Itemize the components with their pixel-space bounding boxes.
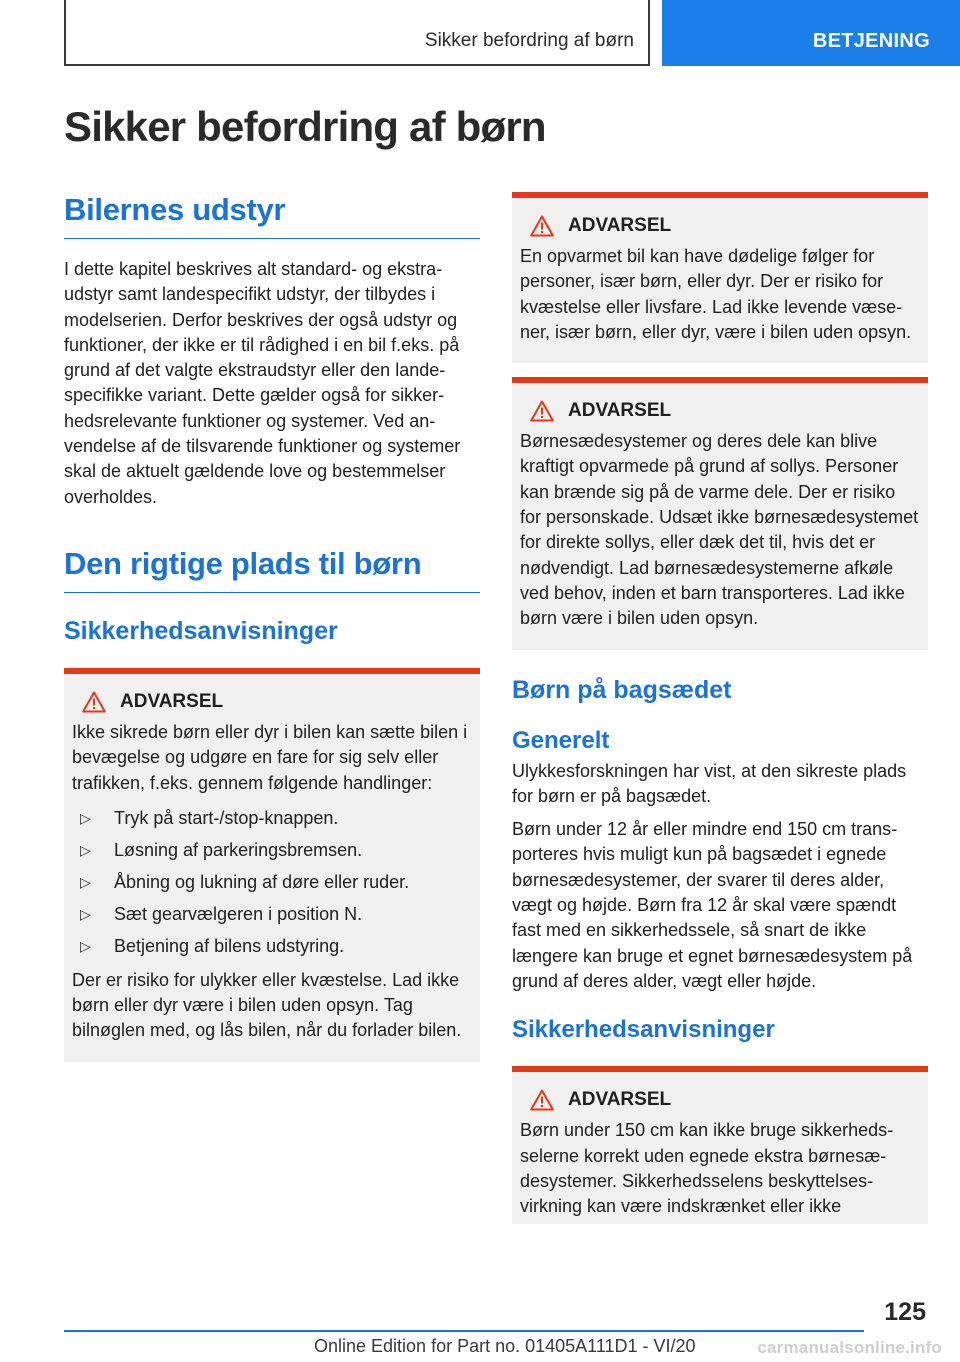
list-item [72, 930, 472, 962]
list-item-text: Tryk på start-/stop-knappen. [114, 807, 339, 828]
list-item [72, 802, 472, 834]
warning-triangle-icon [530, 400, 554, 422]
warning-triangle-icon [530, 1089, 554, 1111]
header-section-title: Sikker befordring af børn [424, 30, 634, 51]
warning-text: Børn under 150 cm kan ikke bruge sikkerhedsselerne korrekt uden egnede ekstra børnesædesystemer. Sikkerhedsselens beskyttelsesvirkning kan være indskrænket eller ikke [520, 1120, 894, 1217]
warning-title-row [530, 1086, 920, 1114]
heading-bilernes-udstyr: Bilernes udstyr [64, 192, 480, 239]
footer-edition: Online Edition for Part no. 01405A111D1 - VI/20 [314, 1336, 696, 1356]
list-item-text: Sæt gearvælgeren i position N. [114, 903, 363, 924]
list-item-text: Betjening af bilens udstyring. [114, 935, 345, 956]
warning-box-heated-car [512, 192, 928, 363]
warning-title-row [530, 397, 920, 425]
warning-text: Børnesædesystemer og deres dele kan blive kraftigt opvarmede på grund af sollys. Personer kan brænde sig på de varme dele. Der er risiko for personskade. Udsæt ikke børnesædesystemet for direkte sollys, eller dæk det til, hvis det er nødvendigt. Lad børnesædesystemerne afkøle ved behov, inden et barn transporteres. Lad ikke børn være i bilen uden opsyn. [520, 431, 919, 629]
paragraph-child-seat-rules: Børn under 12 år eller mindre end 150 cm transporteres hvis muligt kun på bagsædet i egnede børnesædesystemer, der svarer til deres alder, vægt og højde. Børn fra 12 år skal være spændt fast med en sikkerhedssele, så snart de ikke længere kan bruge et egnet børnesædesystem på grund af deres alder, vægt eller højde. [512, 819, 913, 991]
warning-title: ADVARSEL [568, 215, 672, 236]
warning-triangle-icon [82, 691, 106, 713]
warning-outro: Der er risiko for ulykker eller kvæstelse. Lad ikke børn eller dyr være i bilen uden opsyn. Tag bilnøglen med, og lås bilen, når du forlader bilen. [72, 969, 462, 1041]
warning-intro: Ikke sikrede børn eller dyr i bilen kan sætte bilen i bevægelse og udgøre en fare for sig selv eller trafikken, f.eks. gennem følgende handlinger: [72, 721, 468, 793]
warning-title-row [530, 212, 920, 240]
watermark: carmanualsonline.info [757, 1338, 942, 1357]
page-title: Sikker befordring af børn [64, 103, 546, 150]
warning-title: ADVARSEL [568, 400, 672, 422]
header-section-box [64, 0, 650, 66]
list-item [72, 866, 472, 898]
heading-rigtige-plads: Den rigtige plads til børn [64, 546, 480, 593]
warning-box-unsecured-children [64, 668, 480, 1062]
list-item-text: Åbning og lukning af døre eller ruder. [114, 871, 410, 892]
subheading-sikkerhedsanvisninger-2: Sikkerhedsanvisninger [512, 1016, 775, 1044]
warning-title-row [82, 688, 472, 716]
subheading-sikkerhedsanvisninger: Sikkerhedsanvisninger [64, 616, 338, 645]
triangle-bullet-icon: ▷ [80, 841, 91, 858]
triangle-bullet-icon: ▷ [80, 809, 91, 826]
warning-box-seat-belts [512, 1066, 928, 1224]
heading-boern-paa-bagsaedet: Børn på bagsædet [512, 675, 732, 704]
warning-triangle-icon [530, 215, 554, 237]
right-column [512, 192, 928, 1224]
list-item-text: Løsning af parkeringsbremsen. [114, 839, 363, 860]
page-number: 125 [884, 1298, 926, 1326]
intro-paragraph: I dette kapitel beskrives alt standard- og ekstraudstyr samt landespecifikt udstyr, der tilbydes i modelserien. Derfor beskrives der også udstyr og funktioner, der ikke er til rådighed i en bil f.eks. på grund af det valgte ekstraudstyr eller den landespecifikke variant. Dette gælder også for sikkerhedsrelevante funktioner og systemer. Ved anvendelse af de tilsvarende funktioner og systemer skal de aktuelt gældende love og bestemmelser overholdes. [64, 259, 461, 507]
header-chapter-label: BETJENING [812, 30, 930, 52]
warning-box-child-seat-heat [512, 377, 928, 649]
paragraph-safest-seat: Ulykkesforskningen har vist, at den sikreste plads for børn er på bagsædet. [512, 760, 907, 806]
warning-action-list [72, 802, 472, 962]
warning-title: ADVARSEL [568, 1089, 672, 1111]
subheading-generelt: Generelt [512, 726, 610, 754]
list-item [72, 834, 472, 866]
triangle-bullet-icon: ▷ [80, 873, 91, 890]
warning-text: En opvarmet bil kan have dødelige følger for personer, især børn, eller dyr. Der er risiko for kvæstelse eller livsfare. Lad ikke levende væsener, især børn, eller dyr, være i bilen uden opsyn. [520, 246, 912, 342]
warning-title: ADVARSEL [120, 690, 224, 712]
triangle-bullet-icon: ▷ [80, 905, 91, 922]
triangle-bullet-icon: ▷ [80, 937, 91, 954]
footer-divider [64, 1330, 864, 1332]
list-item [72, 898, 472, 930]
header-chapter-tab[interactable] [662, 0, 960, 66]
left-column [64, 192, 480, 1062]
